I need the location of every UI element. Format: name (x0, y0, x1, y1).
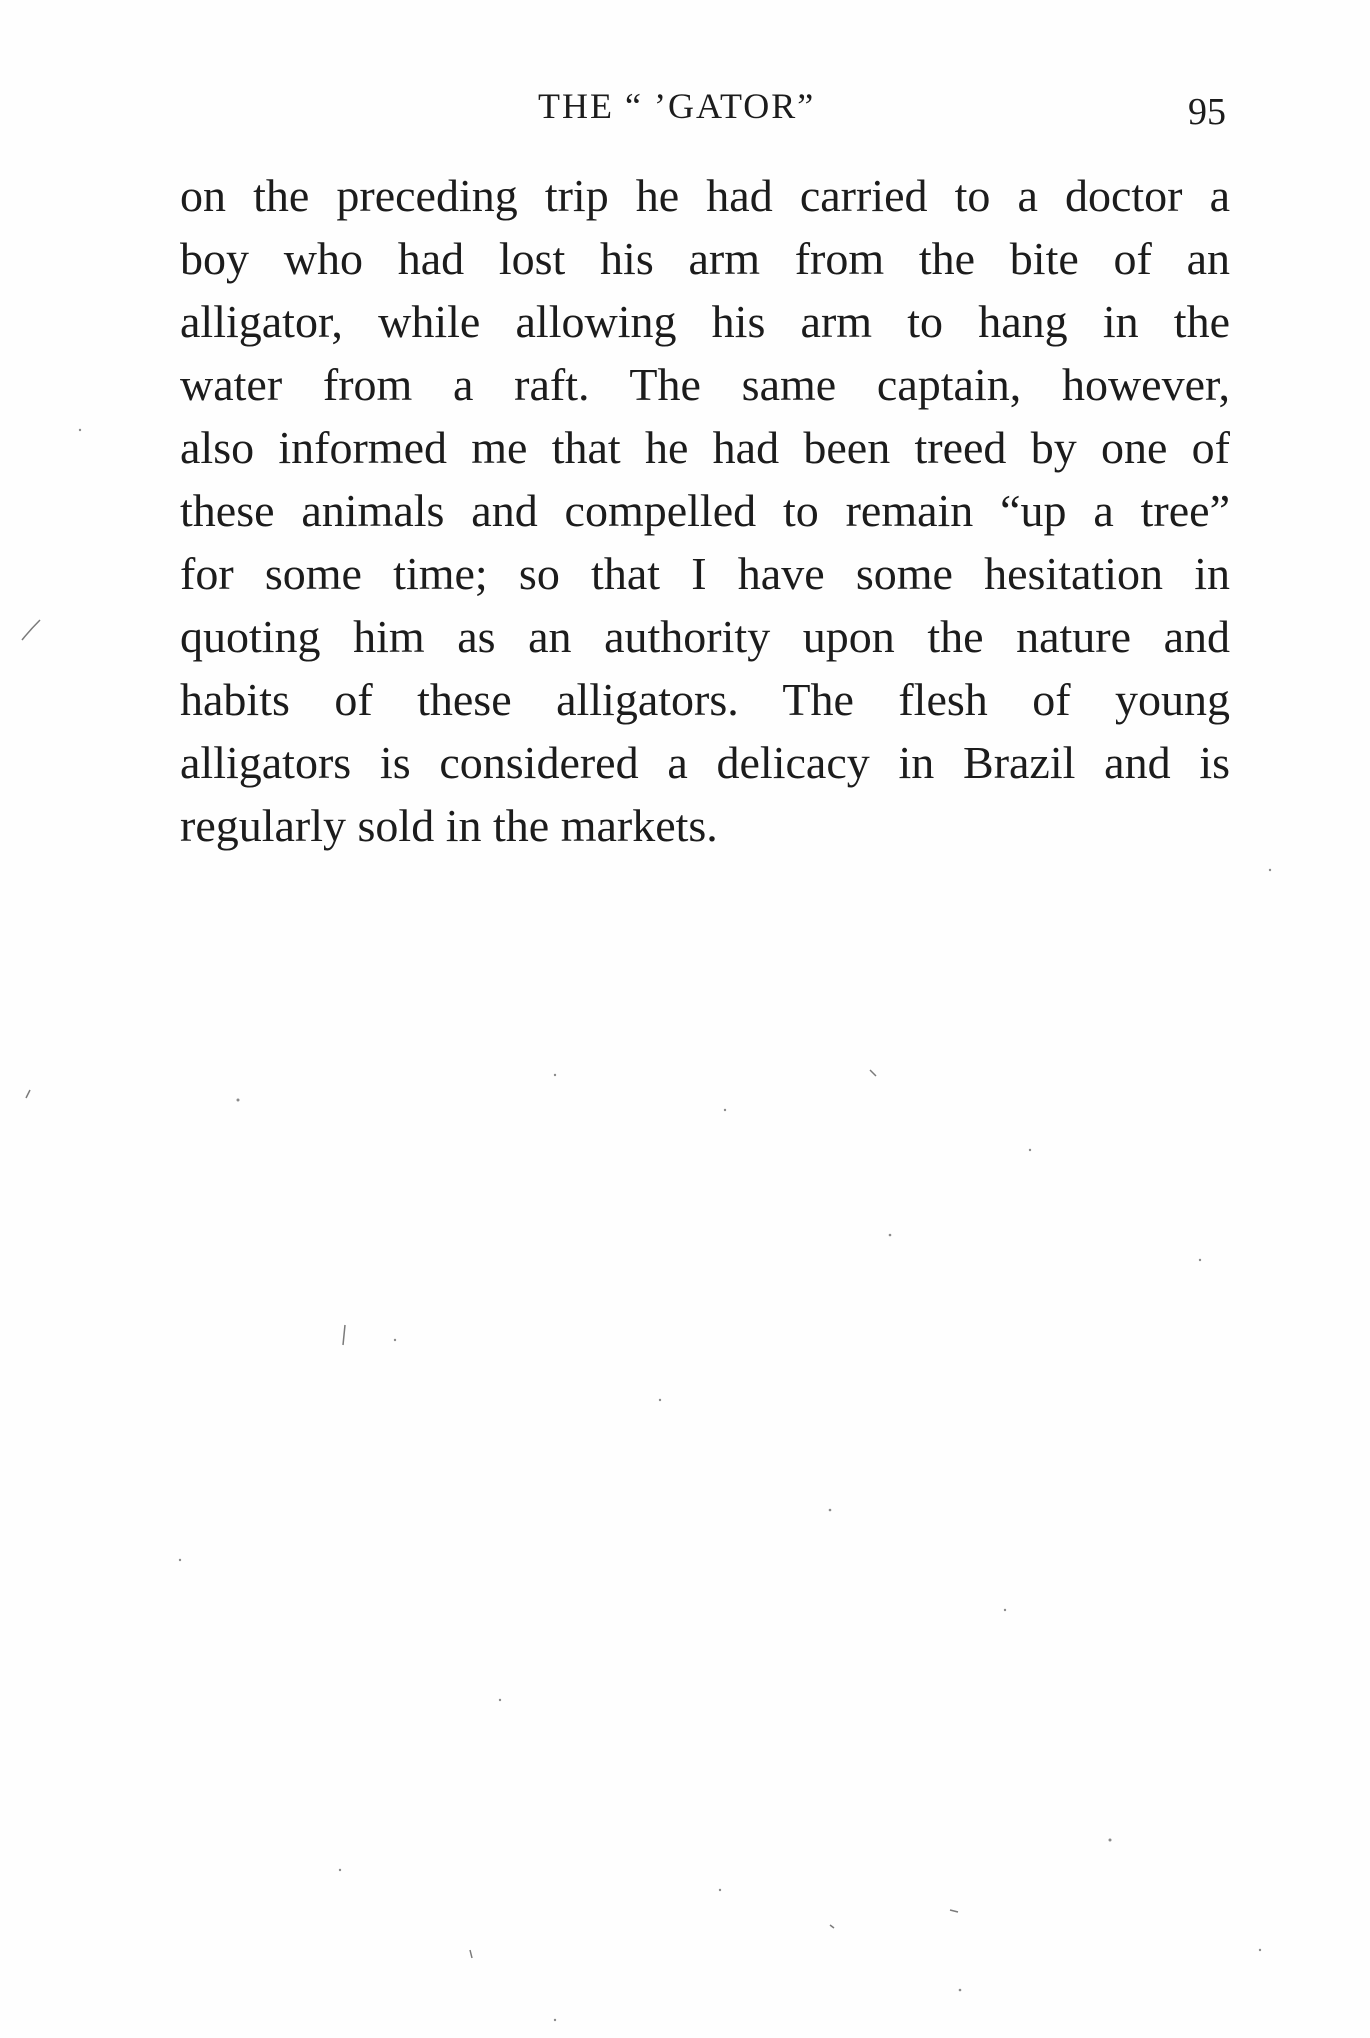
text-line: quoting him as an authority upon the nature and (180, 611, 1230, 662)
text-line: habits of these alligators. The flesh of young (180, 674, 1230, 725)
text-line: boy who had lost his arm from the bite of an (180, 233, 1230, 284)
body-paragraph (180, 164, 1230, 857)
text-line: these animals and compelled to remain “up a tree” (180, 485, 1230, 536)
text-line: alligator, while allowing his arm to hang in the (180, 296, 1230, 347)
text-line: regularly sold in the markets. (180, 800, 718, 851)
text-line: alligators is considered a delicacy in Brazil and is (180, 737, 1230, 788)
text-line: for some time; so that I have some hesitation in (180, 548, 1230, 599)
text-line: also informed me that he had been treed by one of (180, 422, 1230, 473)
running-header (0, 80, 1370, 140)
running-title: THE “ ’GATOR” (538, 86, 816, 126)
page-number: 95 (1188, 91, 1226, 133)
text-line: water from a raft. The same captain, however, (180, 359, 1230, 410)
text-line: on the preceding trip he had carried to a doctor a (180, 170, 1230, 221)
